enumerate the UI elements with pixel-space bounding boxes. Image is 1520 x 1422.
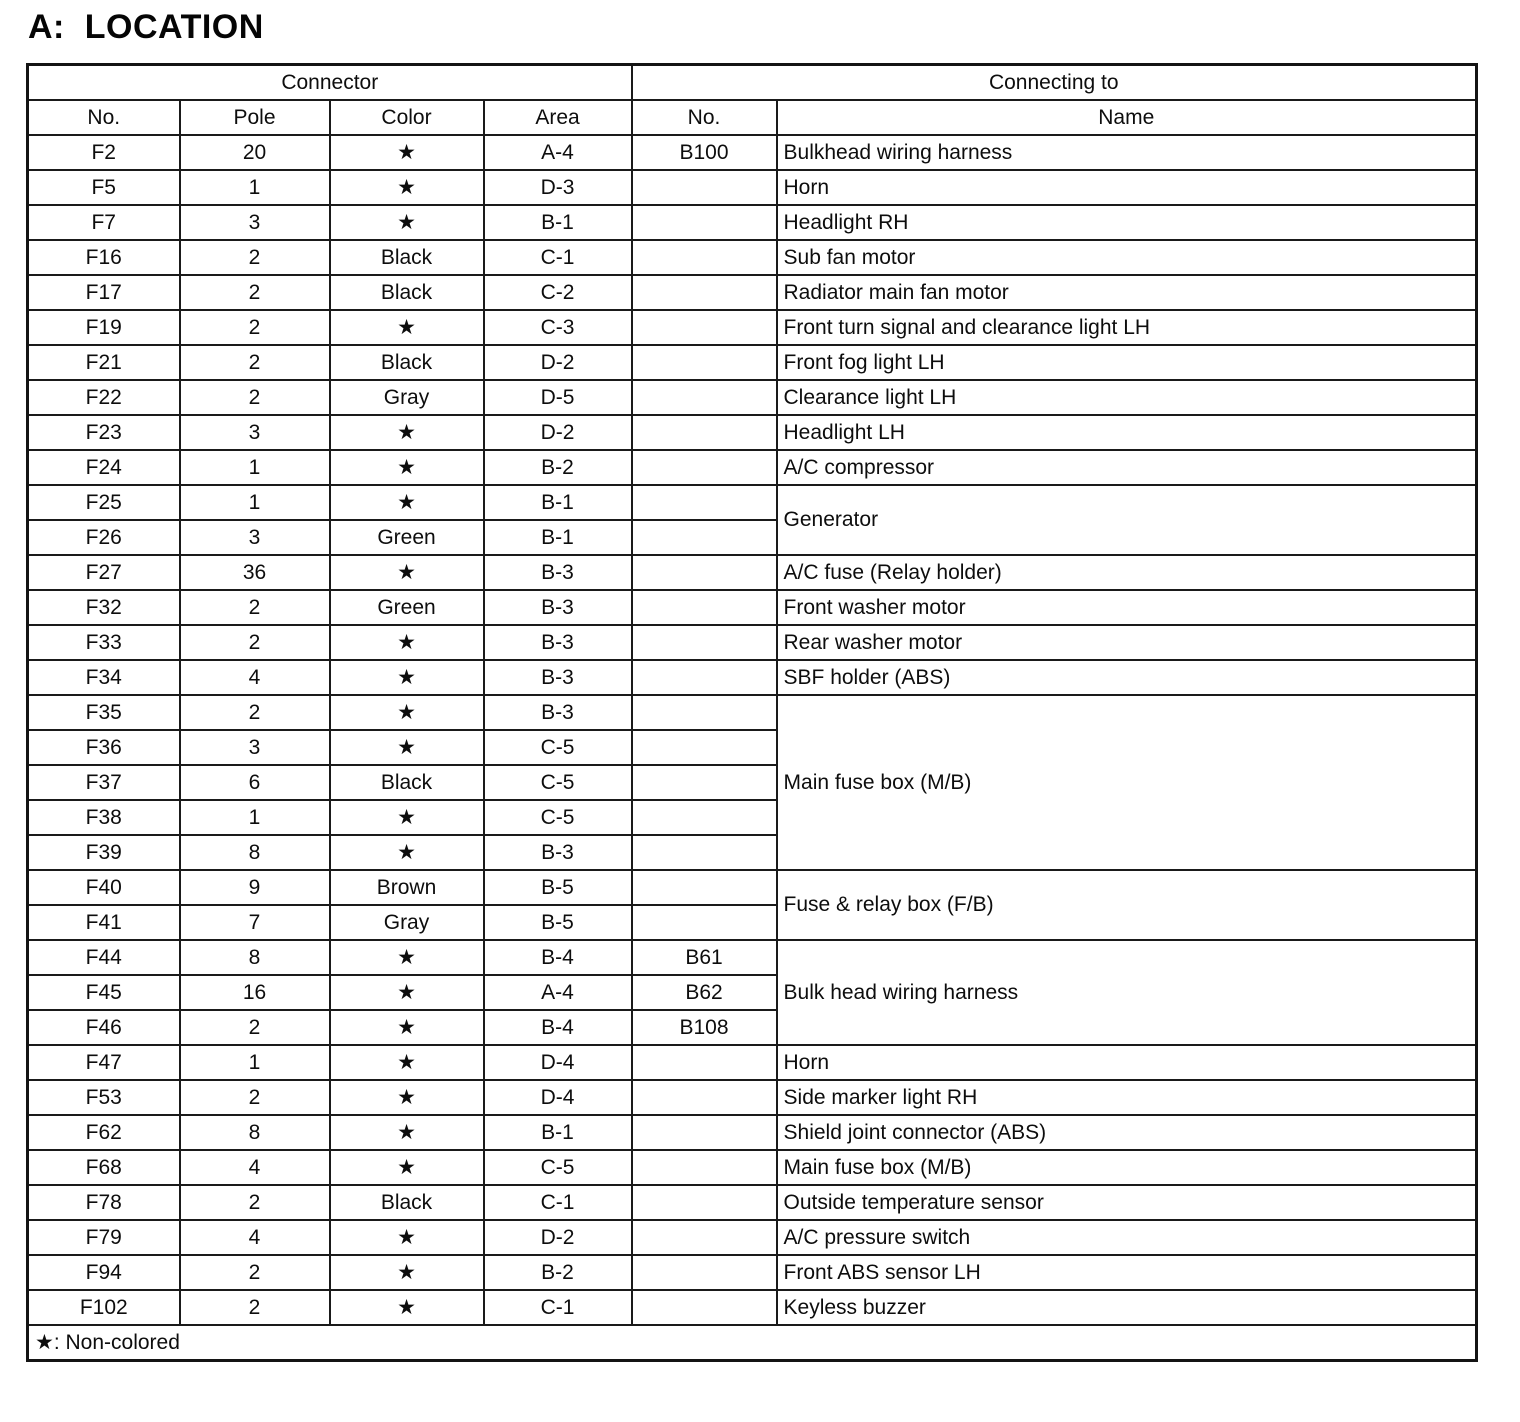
- connecting-no-cell: [632, 415, 777, 450]
- color-cell: ★: [330, 1290, 484, 1325]
- connector-no-cell: F23: [28, 415, 180, 450]
- pole-cell: 16: [180, 975, 330, 1010]
- col-header-color: Color: [330, 100, 484, 135]
- connector-no-cell: F25: [28, 485, 180, 520]
- area-cell: B-4: [484, 940, 632, 975]
- color-cell: Black: [330, 765, 484, 800]
- connector-no-cell: F40: [28, 870, 180, 905]
- table-row: [28, 240, 1477, 275]
- area-cell: B-2: [484, 1255, 632, 1290]
- area-cell: C-3: [484, 310, 632, 345]
- pole-cell: 2: [180, 1185, 330, 1220]
- name-cell: Radiator main fan motor: [777, 275, 1477, 310]
- connector-no-cell: F39: [28, 835, 180, 870]
- pole-cell: 2: [180, 590, 330, 625]
- color-cell: Black: [330, 240, 484, 275]
- area-cell: D-3: [484, 170, 632, 205]
- connector-no-cell: F5: [28, 170, 180, 205]
- area-cell: D-2: [484, 415, 632, 450]
- pole-cell: 1: [180, 485, 330, 520]
- color-cell: ★: [330, 135, 484, 170]
- name-cell: Side marker light RH: [777, 1080, 1477, 1115]
- table-body: [28, 135, 1477, 1325]
- table-row: [28, 310, 1477, 345]
- pole-cell: 4: [180, 1150, 330, 1185]
- name-cell: SBF holder (ABS): [777, 660, 1477, 695]
- connector-no-cell: F53: [28, 1080, 180, 1115]
- table-row: [28, 380, 1477, 415]
- name-cell: Rear washer motor: [777, 625, 1477, 660]
- connector-no-cell: F79: [28, 1220, 180, 1255]
- connector-no-cell: F24: [28, 450, 180, 485]
- area-cell: B-4: [484, 1010, 632, 1045]
- connector-no-cell: F35: [28, 695, 180, 730]
- color-cell: Green: [330, 590, 484, 625]
- name-cell: A/C pressure switch: [777, 1220, 1477, 1255]
- name-cell: Clearance light LH: [777, 380, 1477, 415]
- color-cell: ★: [330, 555, 484, 590]
- name-cell: Front washer motor: [777, 590, 1477, 625]
- pole-cell: 4: [180, 660, 330, 695]
- connector-no-cell: F32: [28, 590, 180, 625]
- pole-cell: 7: [180, 905, 330, 940]
- color-cell: ★: [330, 730, 484, 765]
- area-cell: B-5: [484, 905, 632, 940]
- connecting-no-cell: [632, 1185, 777, 1220]
- table-row: [28, 870, 1477, 905]
- connector-no-cell: F22: [28, 380, 180, 415]
- connector-no-cell: F47: [28, 1045, 180, 1080]
- connecting-no-cell: [632, 1290, 777, 1325]
- table-row: [28, 205, 1477, 240]
- table-row: [28, 1115, 1477, 1150]
- table-row: [28, 450, 1477, 485]
- table-row: [28, 1150, 1477, 1185]
- table-row: [28, 1080, 1477, 1115]
- pole-cell: 36: [180, 555, 330, 590]
- col-header-pole: Pole: [180, 100, 330, 135]
- pole-cell: 4: [180, 1220, 330, 1255]
- color-cell: ★: [330, 415, 484, 450]
- connecting-no-cell: [632, 240, 777, 275]
- table-row: [28, 135, 1477, 170]
- connecting-no-cell: [632, 310, 777, 345]
- table-row: [28, 1045, 1477, 1080]
- pole-cell: 20: [180, 135, 330, 170]
- name-cell: Headlight RH: [777, 205, 1477, 240]
- pole-cell: 2: [180, 625, 330, 660]
- table-row: [28, 1290, 1477, 1325]
- connecting-no-cell: [632, 1255, 777, 1290]
- connecting-no-cell: [632, 1115, 777, 1150]
- connector-no-cell: F41: [28, 905, 180, 940]
- name-cell: Sub fan motor: [777, 240, 1477, 275]
- pole-cell: 2: [180, 310, 330, 345]
- connector-no-cell: F38: [28, 800, 180, 835]
- pole-cell: 1: [180, 1045, 330, 1080]
- pole-cell: 3: [180, 415, 330, 450]
- connecting-no-cell: [632, 450, 777, 485]
- connector-no-cell: F27: [28, 555, 180, 590]
- connector-no-cell: F16: [28, 240, 180, 275]
- connector-no-cell: F46: [28, 1010, 180, 1045]
- color-cell: ★: [330, 940, 484, 975]
- area-cell: B-1: [484, 205, 632, 240]
- connecting-no-cell: [632, 485, 777, 520]
- connecting-no-cell: [632, 800, 777, 835]
- connector-group-header: Connector: [28, 65, 632, 101]
- connecting-no-cell: [632, 625, 777, 660]
- color-cell: ★: [330, 625, 484, 660]
- connector-no-cell: F33: [28, 625, 180, 660]
- name-cell: Bulkhead wiring harness: [777, 135, 1477, 170]
- pole-cell: 2: [180, 1080, 330, 1115]
- connector-no-cell: F21: [28, 345, 180, 380]
- color-cell: Gray: [330, 905, 484, 940]
- name-cell: A/C fuse (Relay holder): [777, 555, 1477, 590]
- color-cell: Green: [330, 520, 484, 555]
- area-cell: D-4: [484, 1045, 632, 1080]
- name-cell: Outside temperature sensor: [777, 1185, 1477, 1220]
- area-cell: C-5: [484, 1150, 632, 1185]
- name-cell: Main fuse box (M/B): [777, 1150, 1477, 1185]
- color-cell: ★: [330, 1080, 484, 1115]
- area-cell: C-5: [484, 730, 632, 765]
- connecting-no-cell: [632, 905, 777, 940]
- area-cell: A-4: [484, 135, 632, 170]
- connector-no-cell: F26: [28, 520, 180, 555]
- area-cell: B-5: [484, 870, 632, 905]
- area-cell: C-1: [484, 240, 632, 275]
- pole-cell: 2: [180, 345, 330, 380]
- connector-location-table: [26, 63, 1478, 1362]
- connector-no-cell: F94: [28, 1255, 180, 1290]
- connector-no-cell: F17: [28, 275, 180, 310]
- area-cell: D-2: [484, 345, 632, 380]
- area-cell: C-5: [484, 800, 632, 835]
- color-cell: ★: [330, 1220, 484, 1255]
- pole-cell: 8: [180, 940, 330, 975]
- table-row: [28, 555, 1477, 590]
- color-cell: ★: [330, 1045, 484, 1080]
- connecting-no-cell: [632, 835, 777, 870]
- name-cell: Keyless buzzer: [777, 1290, 1477, 1325]
- name-cell: Horn: [777, 170, 1477, 205]
- color-cell: ★: [330, 450, 484, 485]
- table-row: [28, 695, 1477, 730]
- pole-cell: 2: [180, 240, 330, 275]
- connecting-no-cell: [632, 345, 777, 380]
- color-cell: ★: [330, 660, 484, 695]
- color-cell: Black: [330, 1185, 484, 1220]
- name-cell: Front fog light LH: [777, 345, 1477, 380]
- col-header-connector-no: No.: [28, 100, 180, 135]
- pole-cell: 1: [180, 170, 330, 205]
- name-cell: Main fuse box (M/B): [777, 695, 1477, 870]
- pole-cell: 9: [180, 870, 330, 905]
- color-cell: Black: [330, 345, 484, 380]
- connecting-no-cell: [632, 170, 777, 205]
- area-cell: B-2: [484, 450, 632, 485]
- color-cell: ★: [330, 800, 484, 835]
- color-cell: ★: [330, 695, 484, 730]
- name-cell: Front turn signal and clearance light LH: [777, 310, 1477, 345]
- color-cell: ★: [330, 975, 484, 1010]
- connector-no-cell: F68: [28, 1150, 180, 1185]
- connecting-no-cell: [632, 695, 777, 730]
- pole-cell: 3: [180, 205, 330, 240]
- table-head: [28, 65, 1477, 136]
- table-foot: [28, 1325, 1477, 1361]
- connector-no-cell: F45: [28, 975, 180, 1010]
- color-cell: ★: [330, 170, 484, 205]
- table-row: [28, 660, 1477, 695]
- area-cell: B-3: [484, 660, 632, 695]
- name-cell: Generator: [777, 485, 1477, 555]
- color-cell: ★: [330, 835, 484, 870]
- color-cell: Black: [330, 275, 484, 310]
- color-cell: ★: [330, 1150, 484, 1185]
- connecting-no-cell: [632, 870, 777, 905]
- table-row: [28, 170, 1477, 205]
- pole-cell: 1: [180, 450, 330, 485]
- color-cell: ★: [330, 205, 484, 240]
- color-cell: Gray: [330, 380, 484, 415]
- connector-no-cell: F34: [28, 660, 180, 695]
- connector-no-cell: F36: [28, 730, 180, 765]
- connecting-no-cell: [632, 730, 777, 765]
- name-cell: Front ABS sensor LH: [777, 1255, 1477, 1290]
- color-cell: Brown: [330, 870, 484, 905]
- area-cell: C-1: [484, 1185, 632, 1220]
- area-cell: B-1: [484, 520, 632, 555]
- connecting-no-cell: B61: [632, 940, 777, 975]
- connector-no-cell: F7: [28, 205, 180, 240]
- table-row: [28, 940, 1477, 975]
- footnote: ★: Non-colored: [28, 1325, 1477, 1361]
- area-cell: D-4: [484, 1080, 632, 1115]
- pole-cell: 2: [180, 380, 330, 415]
- connecting-no-cell: B62: [632, 975, 777, 1010]
- connecting-no-cell: [632, 205, 777, 240]
- color-cell: ★: [330, 1115, 484, 1150]
- area-cell: B-3: [484, 625, 632, 660]
- name-cell: Shield joint connector (ABS): [777, 1115, 1477, 1150]
- pole-cell: 2: [180, 695, 330, 730]
- connecting-no-cell: [632, 590, 777, 625]
- name-cell: Horn: [777, 1045, 1477, 1080]
- pole-cell: 8: [180, 1115, 330, 1150]
- pole-cell: 3: [180, 730, 330, 765]
- area-cell: D-5: [484, 380, 632, 415]
- connector-no-cell: F2: [28, 135, 180, 170]
- area-cell: C-2: [484, 275, 632, 310]
- table-row: [28, 345, 1477, 380]
- color-cell: ★: [330, 310, 484, 345]
- pole-cell: 2: [180, 1010, 330, 1045]
- connector-no-cell: F44: [28, 940, 180, 975]
- area-cell: B-3: [484, 835, 632, 870]
- table-row: [28, 275, 1477, 310]
- connecting-no-cell: B100: [632, 135, 777, 170]
- area-cell: C-1: [484, 1290, 632, 1325]
- table-row: [28, 415, 1477, 450]
- pole-cell: 8: [180, 835, 330, 870]
- pole-cell: 6: [180, 765, 330, 800]
- connector-no-cell: F19: [28, 310, 180, 345]
- area-cell: B-1: [484, 485, 632, 520]
- page-title: A: LOCATION: [28, 8, 264, 46]
- name-cell: Headlight LH: [777, 415, 1477, 450]
- pole-cell: 2: [180, 1255, 330, 1290]
- table-row: [28, 485, 1477, 520]
- area-cell: B-3: [484, 590, 632, 625]
- table-row: [28, 625, 1477, 660]
- connecting-no-cell: [632, 555, 777, 590]
- connector-no-cell: F102: [28, 1290, 180, 1325]
- connector-no-cell: F62: [28, 1115, 180, 1150]
- table-row: [28, 1185, 1477, 1220]
- table-row: [28, 590, 1477, 625]
- area-cell: B-1: [484, 1115, 632, 1150]
- pole-cell: 2: [180, 275, 330, 310]
- connecting-no-cell: [632, 520, 777, 555]
- connecting-no-cell: [632, 765, 777, 800]
- connecting-no-cell: [632, 275, 777, 310]
- pole-cell: 3: [180, 520, 330, 555]
- pole-cell: 1: [180, 800, 330, 835]
- area-cell: B-3: [484, 695, 632, 730]
- col-header-name: Name: [777, 100, 1477, 135]
- col-header-area: Area: [484, 100, 632, 135]
- footnote-row: [28, 1325, 1477, 1361]
- area-cell: D-2: [484, 1220, 632, 1255]
- connecting-no-cell: [632, 1045, 777, 1080]
- color-cell: ★: [330, 485, 484, 520]
- connecting-no-cell: [632, 380, 777, 415]
- group-header-row: [28, 65, 1477, 101]
- table-row: [28, 1255, 1477, 1290]
- connecting-to-group-header: Connecting to: [632, 65, 1477, 101]
- area-cell: B-3: [484, 555, 632, 590]
- area-cell: A-4: [484, 975, 632, 1010]
- connecting-no-cell: B108: [632, 1010, 777, 1045]
- connecting-no-cell: [632, 1150, 777, 1185]
- connector-no-cell: F78: [28, 1185, 180, 1220]
- pole-cell: 2: [180, 1290, 330, 1325]
- area-cell: C-5: [484, 765, 632, 800]
- name-cell: Bulk head wiring harness: [777, 940, 1477, 1045]
- color-cell: ★: [330, 1010, 484, 1045]
- connecting-no-cell: [632, 660, 777, 695]
- connector-no-cell: F37: [28, 765, 180, 800]
- name-cell: Fuse & relay box (F/B): [777, 870, 1477, 940]
- col-header-connecting-no: No.: [632, 100, 777, 135]
- connecting-no-cell: [632, 1220, 777, 1255]
- connecting-no-cell: [632, 1080, 777, 1115]
- color-cell: ★: [330, 1255, 484, 1290]
- table-row: [28, 1220, 1477, 1255]
- name-cell: A/C compressor: [777, 450, 1477, 485]
- column-header-row: [28, 100, 1477, 135]
